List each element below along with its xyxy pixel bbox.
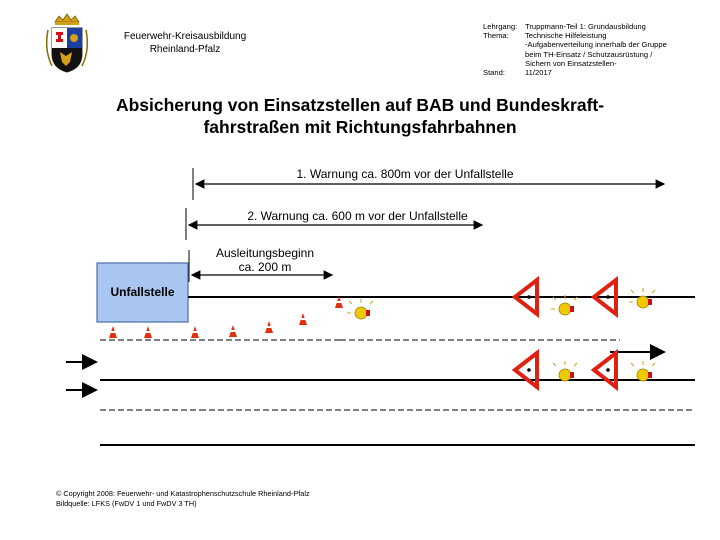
warning-2-label: 2. Warnung ca. 600 m vor der Unfallstelle: [247, 209, 468, 223]
warning-lamp-icon: [553, 361, 577, 381]
warning-1-label: 1. Warnung ca. 800m vor der Unfallstelle: [296, 167, 514, 181]
ausleitung-line-2: ca. 200 m: [238, 260, 292, 274]
traffic-cone-icon: [109, 326, 117, 338]
thema-line-1: Technische Hilfeleistung: [525, 31, 607, 41]
stand-value: 11/2017: [525, 68, 552, 78]
ausleitung-label: [200, 246, 330, 274]
lehrgang-key: Lehrgang:: [483, 22, 518, 31]
thema-key: Thema:: [483, 31, 509, 41]
org-line-1: Feuerwehr-Kreisausbildung: [123, 31, 247, 42]
lehrgang-value: Truppmann-Teil 1: Grundausbildung: [525, 22, 646, 31]
traffic-cone-icon: [299, 313, 307, 325]
traffic-cone-icon: [191, 326, 199, 338]
footer: [56, 489, 310, 509]
title-line-2: fahrstraßen mit Richtungsfahrbahnen: [203, 117, 517, 137]
thema-line-4: Sichern von Einsatzstellen-: [525, 58, 617, 68]
title-line-1: Absicherung von Einsatzstellen auf BAB und Bundeskraft-: [115, 95, 605, 115]
warning-triangle-icon: [515, 353, 537, 387]
traffic-cone-icon: [265, 321, 273, 333]
traffic-cone-icon: [144, 326, 152, 338]
stand-key: Stand:: [483, 68, 505, 78]
traffic-cone-icon: [229, 325, 237, 337]
warning-lamp-icon: [347, 299, 373, 319]
ausleitung-line-1: Ausleitungsbeginn: [215, 246, 315, 260]
org-line-2: Rheinland-Pfalz: [149, 44, 221, 55]
copyright-line: © Copyright 2008: Feuerwehr- und Katastrophenschutzschule Rheinland-Pfalz: [56, 489, 310, 498]
unfallstelle-label: Unfallstelle: [110, 285, 175, 299]
thema-line-3: beim TH-Einsatz / Schutzausrüstung /: [525, 49, 653, 59]
thema-line-2: -Aufgabenverteilung innerhalb der Gruppe: [525, 40, 667, 50]
warning-lamp-icon: [631, 361, 655, 381]
warning-triangle-icon: [594, 353, 616, 387]
image-source-line: Bildquelle: LFKS (FwDV 1 und FwDV 3 TH): [56, 499, 197, 508]
